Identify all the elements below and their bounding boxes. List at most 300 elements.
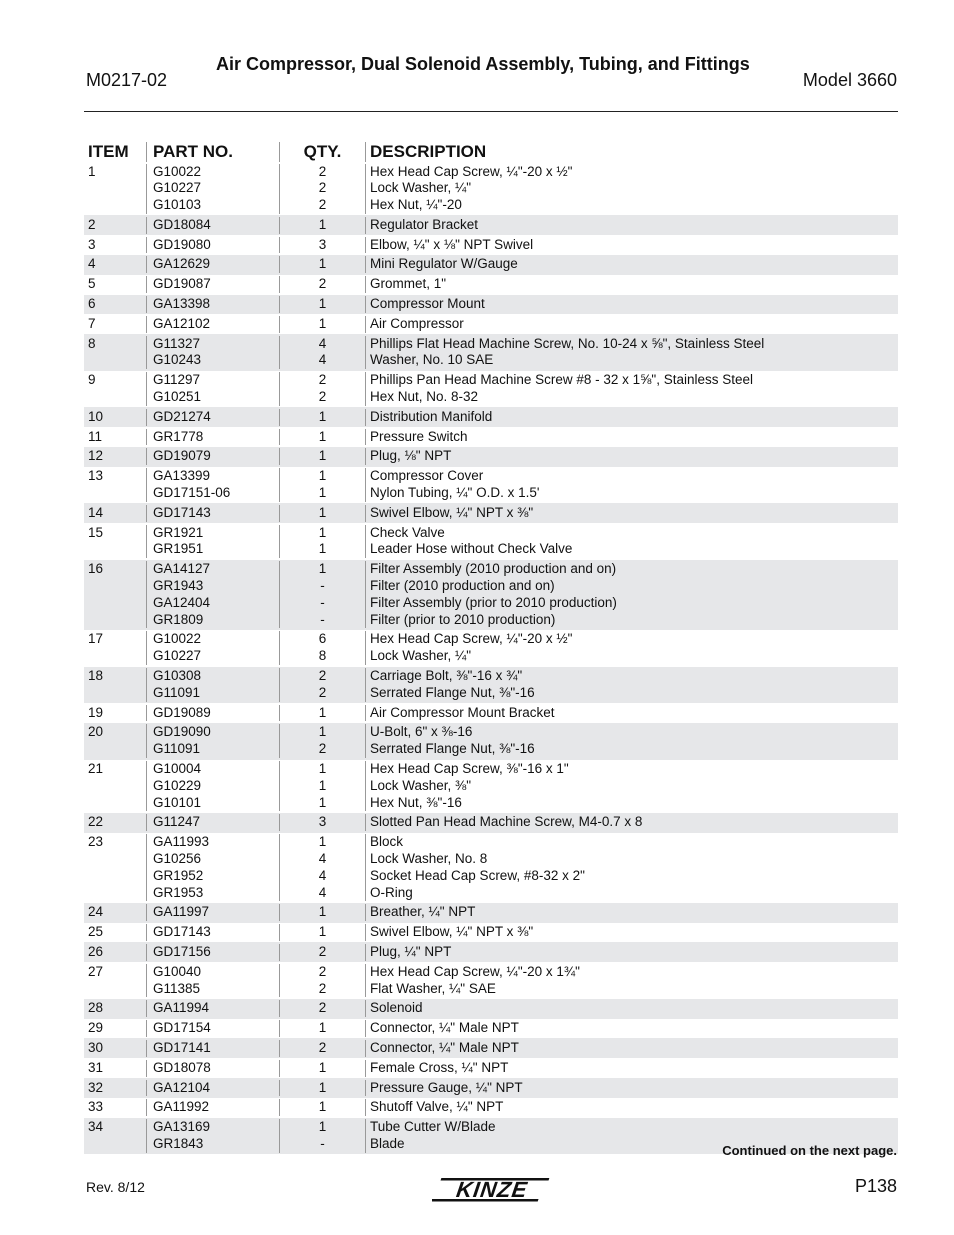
quantity-cell — [279, 256, 365, 273]
part-number-cell-line: G10227 — [153, 648, 202, 664]
table-row — [84, 667, 898, 704]
part-number-cell-line: GD18078 — [153, 1059, 211, 1075]
quantity-cell — [279, 944, 365, 961]
quantity-cell — [279, 409, 365, 426]
part-number-cell — [146, 904, 279, 921]
description-cell — [365, 834, 898, 901]
part-number-cell-line: GD17151-06 — [153, 485, 231, 501]
part-number-cell-line: GA12102 — [153, 315, 211, 331]
description-cell-line: Lock Washer, No. 8 — [370, 850, 488, 866]
item-number-cell: 14 — [88, 504, 104, 520]
quantity-cell-line: 2 — [318, 163, 327, 179]
description-cell-line: Hex Head Cap Screw, ¼"-20 x 1¾" — [370, 963, 580, 979]
quantity-cell-line: 2 — [318, 276, 327, 292]
description-cell-line: Plug, ⅛" NPT — [370, 448, 452, 464]
part-number-cell-line: GR1952 — [153, 867, 204, 883]
quantity-cell-line: 2 — [318, 389, 327, 405]
item-number-cell: 20 — [88, 724, 104, 740]
part-number-cell — [146, 814, 279, 831]
description-cell — [365, 814, 898, 831]
quantity-cell-line: 1 — [318, 924, 327, 940]
table-row — [84, 723, 898, 760]
quantity-cell-line: 4 — [318, 850, 327, 866]
item-number-cell: 13 — [88, 468, 104, 484]
quantity-cell-line: 8 — [318, 648, 327, 664]
item-number-cell: 15 — [88, 524, 104, 540]
description-cell — [365, 631, 898, 665]
description-cell — [365, 525, 898, 559]
part-number-cell — [146, 525, 279, 559]
quantity-cell — [279, 372, 365, 406]
description-cell-line: Check Valve — [370, 524, 445, 540]
part-number-cell-line: GR1951 — [153, 541, 204, 557]
table-row — [84, 999, 898, 1019]
part-number-cell — [146, 276, 279, 293]
part-number-cell-line: G11327 — [153, 335, 201, 351]
table-row — [84, 962, 898, 999]
item-number-cell: 25 — [88, 924, 104, 940]
part-number-cell — [146, 296, 279, 313]
quantity-cell — [279, 276, 365, 293]
description-cell — [365, 705, 898, 722]
description-cell-line: Slotted Pan Head Machine Screw, M4-0.7 x 8 — [370, 814, 643, 830]
part-number-cell — [146, 336, 279, 370]
part-number-cell-line: GA12629 — [153, 256, 211, 272]
item-number-cell: 31 — [88, 1059, 104, 1075]
table-row — [84, 813, 898, 833]
description-cell-line: Block — [370, 834, 404, 850]
description-cell — [365, 561, 898, 628]
part-number-cell — [146, 256, 279, 273]
item-number-cell: 19 — [88, 704, 104, 720]
quantity-cell-line: 2 — [318, 1000, 327, 1016]
part-number-cell — [146, 372, 279, 406]
part-number-cell-line: GD21274 — [153, 408, 211, 424]
part-number-cell — [146, 468, 279, 502]
quantity-cell — [279, 1000, 365, 1017]
quantity-cell — [279, 834, 365, 901]
part-number-cell — [146, 631, 279, 665]
quantity-cell — [279, 164, 365, 214]
description-cell — [365, 164, 898, 214]
item-number-cell: 28 — [88, 1000, 104, 1016]
part-number-cell-line: GA11993 — [153, 834, 210, 850]
quantity-cell — [279, 904, 365, 921]
description-cell — [365, 237, 898, 254]
part-number-cell — [146, 1040, 279, 1057]
quantity-cell-line: 6 — [318, 631, 327, 647]
description-cell-line: Filter Assembly (prior to 2010 production) — [370, 594, 617, 610]
quantity-cell-line: 1 — [318, 777, 327, 793]
part-number-cell — [146, 1000, 279, 1017]
table-row — [84, 215, 898, 235]
description-cell — [365, 217, 898, 234]
quantity-cell — [279, 1060, 365, 1077]
quantity-cell-line: 2 — [318, 741, 327, 757]
quantity-cell-line: 4 — [318, 352, 327, 368]
quantity-cell — [279, 705, 365, 722]
column-header-description: DESCRIPTION — [365, 142, 898, 162]
quantity-cell-line: 1 — [318, 761, 327, 776]
quantity-cell-line: 2 — [318, 963, 327, 979]
quantity-cell-line: 1 — [318, 485, 327, 501]
description-cell-line: Hex Head Cap Screw, ¼"-20 x ½" — [370, 163, 573, 179]
description-cell-line: Distribution Manifold — [370, 408, 493, 424]
description-cell — [365, 468, 898, 502]
column-header-qty: QTY. — [279, 142, 365, 162]
description-cell-line: Female Cross, ¼" NPT — [370, 1059, 509, 1075]
quantity-cell-line: 1 — [318, 524, 327, 540]
table-row — [84, 334, 898, 371]
part-number-cell-line: G10103 — [153, 197, 202, 213]
description-cell — [365, 372, 898, 406]
quantity-cell-line: 1 — [318, 541, 327, 557]
model-label: Model 3660 — [802, 70, 897, 90]
part-number-cell — [146, 217, 279, 234]
table-row — [84, 503, 898, 523]
quantity-cell — [279, 724, 365, 758]
quantity-cell — [279, 448, 365, 465]
table-row — [84, 295, 898, 315]
quantity-cell-line: 2 — [318, 668, 327, 684]
description-cell-line: Filter (2010 production and on) — [370, 578, 555, 594]
part-number-cell-line: G11091 — [153, 684, 201, 700]
part-number-cell-line: G10004 — [153, 761, 202, 776]
quantity-cell — [279, 668, 365, 702]
description-cell-line: Connector, ¼" Male NPT — [370, 1039, 519, 1055]
description-cell-line: Hex Nut, ⅜"-16 — [370, 794, 462, 810]
description-cell — [365, 964, 898, 998]
description-cell-line: Lock Washer, ⅜" — [370, 777, 472, 793]
part-number-cell-line: G10022 — [153, 631, 202, 647]
quantity-cell-line: 4 — [318, 884, 327, 900]
description-cell-line: Phillips Pan Head Machine Screw #8 - 32 x 1⅝", Stainless Steel — [370, 372, 753, 388]
table-row — [84, 1038, 898, 1058]
table-row — [84, 523, 898, 560]
description-cell — [365, 944, 898, 961]
part-number-cell — [146, 705, 279, 722]
description-cell-line: Serrated Flange Nut, ⅜"-16 — [370, 741, 535, 757]
part-number-cell-line: G10251 — [153, 389, 202, 405]
item-number-cell: 29 — [88, 1020, 104, 1036]
quantity-cell-line: - — [320, 594, 325, 610]
part-number-cell-line: GA13169 — [153, 1119, 211, 1135]
part-number-cell — [146, 237, 279, 254]
quantity-cell — [279, 631, 365, 665]
part-number-cell — [146, 1099, 279, 1116]
description-cell — [365, 296, 898, 313]
description-cell-line: Hex Nut, ¼"-20 — [370, 197, 462, 213]
description-cell — [365, 429, 898, 446]
part-number-cell-line: GA12404 — [153, 594, 211, 610]
description-cell-line: Filter Assembly (2010 production and on) — [370, 561, 617, 577]
item-number-cell: 33 — [88, 1099, 104, 1115]
quantity-cell-line: 1 — [318, 561, 327, 577]
header-rule — [84, 111, 898, 112]
part-number-cell — [146, 1119, 279, 1153]
quantity-cell-line: - — [320, 1135, 325, 1151]
part-number-cell-line: GA12104 — [153, 1079, 211, 1095]
part-number-cell-line: G10243 — [153, 352, 202, 368]
item-number-cell: 30 — [88, 1039, 104, 1055]
table-row — [84, 630, 898, 667]
description-cell-line: Compressor Mount — [370, 296, 485, 312]
description-cell-line: Pressure Switch — [370, 428, 468, 444]
item-number-cell: 3 — [88, 236, 96, 252]
item-number-cell: 2 — [88, 216, 96, 232]
item-number-cell: 7 — [88, 315, 96, 331]
table-row — [84, 1058, 898, 1078]
part-number-cell-line: GD17154 — [153, 1020, 211, 1036]
quantity-cell — [279, 296, 365, 313]
description-cell — [365, 256, 898, 273]
table-row — [84, 560, 898, 630]
quantity-cell-line: 3 — [318, 236, 327, 252]
part-number-cell-line: G10256 — [153, 850, 202, 866]
description-cell-line: Breather, ¼" NPT — [370, 904, 476, 920]
part-number-cell-line: GD17156 — [153, 943, 211, 959]
description-cell-line: Air Compressor — [370, 315, 464, 331]
quantity-cell — [279, 316, 365, 333]
item-number-cell: 34 — [88, 1119, 104, 1135]
doc-code: M0217-02 — [86, 70, 168, 90]
quantity-cell-line: 1 — [318, 1119, 327, 1135]
table-row — [84, 447, 898, 467]
quantity-cell-line: 1 — [318, 704, 327, 720]
description-cell — [365, 668, 898, 702]
description-cell-line: Compressor Cover — [370, 468, 484, 484]
part-number-cell-line: GD19090 — [153, 724, 211, 740]
description-cell-line: Phillips Flat Head Machine Screw, No. 10-24 x ⅝", Stainless Steel — [370, 335, 765, 351]
part-number-cell — [146, 316, 279, 333]
part-number-cell-line: G10308 — [153, 668, 202, 684]
item-number-cell: 5 — [88, 276, 96, 292]
part-number-cell-line: GR1843 — [153, 1135, 204, 1151]
quantity-cell-line: 2 — [318, 980, 327, 996]
description-cell-line: Carriage Bolt, ⅜"-16 x ¾" — [370, 668, 523, 684]
quantity-cell — [279, 761, 365, 811]
description-cell — [365, 724, 898, 758]
quantity-cell-line: 2 — [318, 180, 327, 196]
description-cell-line: Tube Cutter W/Blade — [370, 1119, 496, 1135]
quantity-cell-line: 1 — [318, 1059, 327, 1075]
part-number-cell-line: GD17143 — [153, 504, 211, 520]
table-row — [84, 427, 898, 447]
description-cell-line: Elbow, ¼" x ⅛" NPT Swivel — [370, 236, 534, 252]
part-number-cell-line: GR1778 — [153, 428, 204, 444]
description-cell-line: Grommet, 1" — [370, 276, 447, 292]
description-cell-line: U-Bolt, 6" x ⅜-16 — [370, 724, 473, 740]
table-row — [84, 1098, 898, 1118]
part-number-cell-line: G10101 — [153, 794, 202, 810]
description-cell-line: Blade — [370, 1135, 405, 1151]
part-number-cell-line: GD19087 — [153, 276, 211, 292]
description-cell-line: Flat Washer, ¼" SAE — [370, 980, 496, 996]
item-number-cell: 8 — [88, 335, 96, 351]
part-number-cell-line: G10022 — [153, 163, 202, 179]
kinze-logo-text: KINZE — [454, 1177, 530, 1202]
item-number-cell: 11 — [88, 428, 103, 444]
item-number-cell: 10 — [88, 408, 104, 424]
description-cell — [365, 904, 898, 921]
table-row — [84, 923, 898, 943]
table-row — [84, 942, 898, 962]
description-cell-line: Socket Head Cap Screw, #8-32 x 2" — [370, 867, 585, 883]
description-cell-line: Hex Head Cap Screw, ¼"-20 x ½" — [370, 631, 573, 647]
quantity-cell — [279, 561, 365, 628]
description-cell-line: Filter (prior to 2010 production) — [370, 611, 556, 627]
kinze-logo — [432, 1176, 550, 1204]
part-number-cell — [146, 761, 279, 811]
description-cell-line: Nylon Tubing, ¼" O.D. x 1.5' — [370, 485, 540, 501]
item-number-cell: 6 — [88, 296, 96, 312]
part-number-cell-line: G10227 — [153, 180, 202, 196]
quantity-cell — [279, 468, 365, 502]
part-number-cell — [146, 924, 279, 941]
item-number-cell: 16 — [88, 561, 104, 577]
quantity-cell-line: 4 — [318, 867, 327, 883]
part-number-cell — [146, 834, 279, 901]
quantity-cell-line: 1 — [318, 904, 327, 920]
quantity-cell — [279, 237, 365, 254]
quantity-cell — [279, 924, 365, 941]
item-number-cell: 26 — [88, 943, 104, 959]
quantity-cell-line: 4 — [318, 335, 327, 351]
description-cell-line: Hex Head Cap Screw, ⅜"-16 x 1" — [370, 761, 569, 776]
description-cell-line: Solenoid — [370, 1000, 423, 1016]
page-title: Air Compressor, Dual Solenoid Assembly, Tubing, and Fittings — [216, 54, 750, 74]
description-cell — [365, 505, 898, 522]
quantity-cell-line: 3 — [318, 814, 327, 830]
item-number-cell: 12 — [88, 448, 104, 464]
description-cell-line: Regulator Bracket — [370, 216, 479, 232]
part-number-cell — [146, 1020, 279, 1037]
part-number-cell-line: GR1943 — [153, 578, 204, 594]
table-row — [84, 1019, 898, 1039]
revision-label: Rev. 8/12 — [86, 1179, 145, 1195]
table-row — [84, 833, 898, 903]
quantity-cell-line: 1 — [318, 408, 327, 424]
part-number-cell-line: G11247 — [153, 814, 201, 830]
quantity-cell-line: 2 — [318, 943, 327, 959]
part-number-cell-line: G10040 — [153, 963, 202, 979]
item-number-cell: 17 — [88, 631, 104, 647]
item-number-cell: 27 — [88, 963, 104, 979]
part-number-cell-line: GA11992 — [153, 1099, 210, 1115]
part-number-cell — [146, 944, 279, 961]
description-cell — [365, 409, 898, 426]
quantity-cell — [279, 964, 365, 998]
description-cell-line: Leader Hose without Check Valve — [370, 541, 573, 557]
quantity-cell — [279, 429, 365, 446]
part-number-cell-line: G11385 — [153, 980, 201, 996]
table-row — [84, 371, 898, 408]
quantity-cell-line: 1 — [318, 256, 327, 272]
column-header-item: ITEM — [88, 142, 129, 161]
item-number-cell: 23 — [88, 834, 104, 850]
item-number-cell: 4 — [88, 256, 96, 272]
description-cell-line: Hex Nut, No. 8-32 — [370, 389, 479, 405]
quantity-cell — [279, 217, 365, 234]
part-number-cell — [146, 505, 279, 522]
quantity-cell-line: 1 — [318, 1079, 327, 1095]
part-number-cell-line: GD19080 — [153, 236, 211, 252]
part-number-cell — [146, 409, 279, 426]
table-row — [84, 703, 898, 723]
quantity-cell — [279, 1040, 365, 1057]
quantity-cell-line: 1 — [318, 834, 327, 850]
page-number: P138 — [854, 1176, 897, 1196]
quantity-cell-line: - — [320, 578, 325, 594]
quantity-cell-line: 1 — [318, 448, 327, 464]
description-cell-line: Swivel Elbow, ¼" NPT x ⅜" — [370, 924, 534, 940]
description-cell — [365, 448, 898, 465]
part-number-cell — [146, 1080, 279, 1097]
item-number-cell: 32 — [88, 1079, 104, 1095]
part-number-cell — [146, 429, 279, 446]
quantity-cell-line: 2 — [318, 1039, 327, 1055]
part-number-cell — [146, 724, 279, 758]
quantity-cell-line: 1 — [318, 1099, 327, 1115]
quantity-cell-line: 1 — [318, 504, 327, 520]
quantity-cell — [279, 525, 365, 559]
description-cell — [365, 1080, 898, 1097]
table-row — [84, 467, 898, 504]
description-cell — [365, 336, 898, 370]
quantity-cell-line: 1 — [318, 216, 327, 232]
table-row — [84, 162, 898, 215]
part-number-cell-line: GD18084 — [153, 216, 211, 232]
table-row — [84, 314, 898, 334]
part-number-cell — [146, 668, 279, 702]
item-number-cell: 24 — [88, 904, 104, 920]
part-number-cell-line: GA11997 — [153, 904, 210, 920]
description-cell-line: Serrated Flange Nut, ⅜"-16 — [370, 684, 535, 700]
part-number-cell-line: GA13399 — [153, 468, 211, 484]
description-cell-line: Mini Regulator W/Gauge — [370, 256, 518, 272]
description-cell — [365, 276, 898, 293]
description-cell — [365, 1000, 898, 1017]
part-number-cell — [146, 164, 279, 214]
part-number-cell-line: G10229 — [153, 777, 202, 793]
quantity-cell — [279, 1080, 365, 1097]
description-cell-line: Shutoff Valve, ¼" NPT — [370, 1099, 504, 1115]
table-body — [84, 162, 898, 1154]
item-number-cell: 21 — [88, 761, 104, 776]
part-number-cell — [146, 448, 279, 465]
quantity-cell — [279, 1020, 365, 1037]
part-number-cell-line: GD19079 — [153, 448, 211, 464]
description-cell-line: Washer, No. 10 SAE — [370, 352, 494, 368]
quantity-cell-line: 1 — [318, 315, 327, 331]
part-number-cell-line: G11297 — [153, 372, 201, 388]
table-row — [84, 235, 898, 255]
quantity-cell — [279, 814, 365, 831]
part-number-cell — [146, 1060, 279, 1077]
item-number-cell: 1 — [88, 163, 96, 179]
quantity-cell-line: 2 — [318, 684, 327, 700]
description-cell-line: O-Ring — [370, 884, 413, 900]
table-row — [84, 407, 898, 427]
quantity-cell — [279, 1099, 365, 1116]
description-cell-line: Swivel Elbow, ¼" NPT x ⅜" — [370, 504, 534, 520]
item-number-cell: 22 — [88, 814, 104, 830]
table-header — [84, 140, 898, 162]
description-cell-line: Pressure Gauge, ¼" NPT — [370, 1079, 523, 1095]
item-number-cell: 9 — [88, 372, 96, 388]
part-number-cell — [146, 561, 279, 628]
quantity-cell-line: 1 — [318, 468, 327, 484]
